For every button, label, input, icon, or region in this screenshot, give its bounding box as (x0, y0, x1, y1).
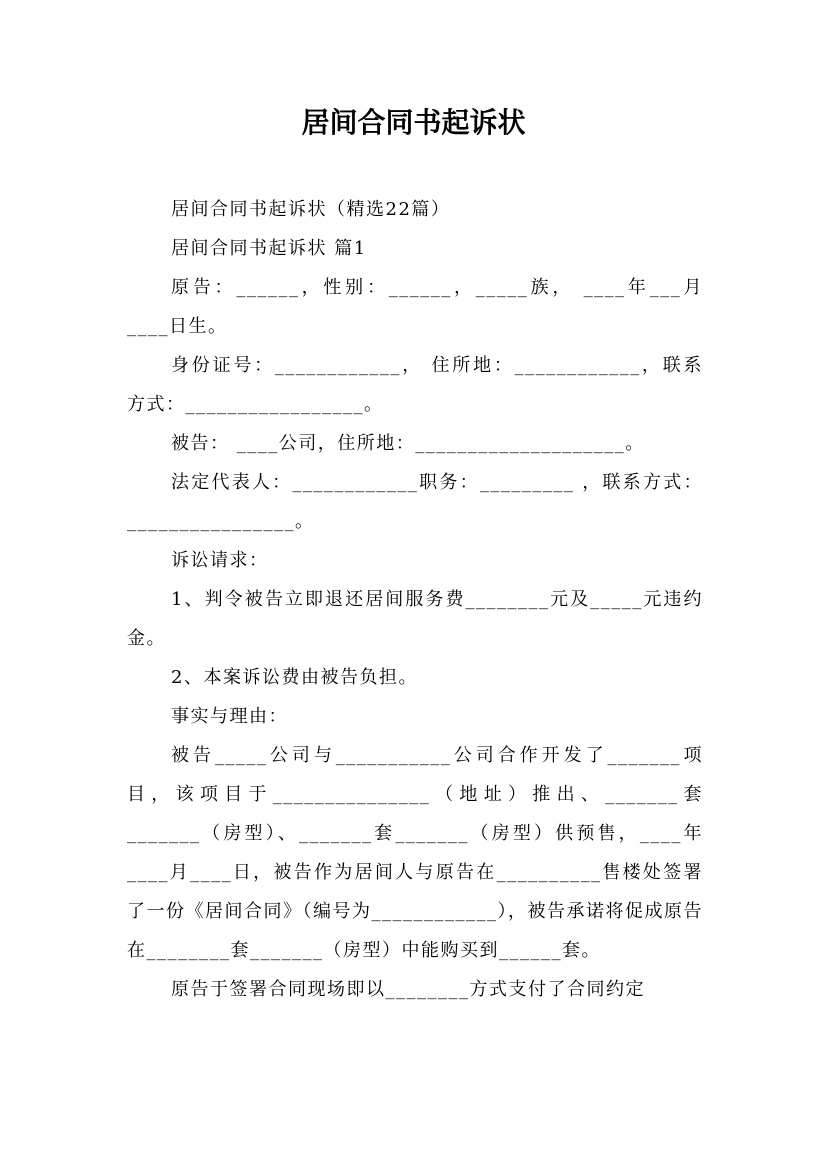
paragraph-facts-1: 被告_____公司与___________公司合作开发了_______项目，该项目于_______________（地址）推出、_______套_______（房型）、_______套_______（房型）供预售，____年____月____日，被告作为居间人与原告在__________售楼处签署了一份《居间合同》（编号为____________），被告承诺将促成原告在________套_______（房型）中能购买到______套。 (127, 745, 703, 961)
paragraph-facts-heading: 事实与理由： (171, 706, 288, 727)
paragraph-legal-rep: 法定代表人：____________职务：_________ ，联系方式：________________。 (127, 472, 703, 532)
paragraph-facts-2: 原告于签署合同现场即以________方式支付了合同约定 (171, 979, 645, 1000)
paragraph-defendant: 被告： ____公司，住所地：____________________。 (171, 433, 645, 454)
paragraph-claim-2: 2、本案诉讼费由被告负担。 (171, 667, 418, 688)
paragraph-section-title: 居间合同书起诉状 篇1 (171, 238, 367, 259)
document-body (127, 190, 703, 1009)
document-title: 居间合同书起诉状 (301, 106, 526, 139)
paragraph-id-address: 身份证号：____________， 住所地：____________，联系方式：_________________。 (127, 355, 703, 415)
paragraph-claim-1: 1、判令被告立即退还居间服务费________元及_____元违约金。 (127, 589, 703, 649)
paragraph-plaintiff: 原告：______，性别：______，_____族， ____年___月____日生。 (127, 277, 703, 337)
paragraph-heading-summary: 居间合同书起诉状（精选22篇） (171, 199, 451, 220)
paragraph-claims-heading: 诉讼请求： (171, 550, 269, 571)
